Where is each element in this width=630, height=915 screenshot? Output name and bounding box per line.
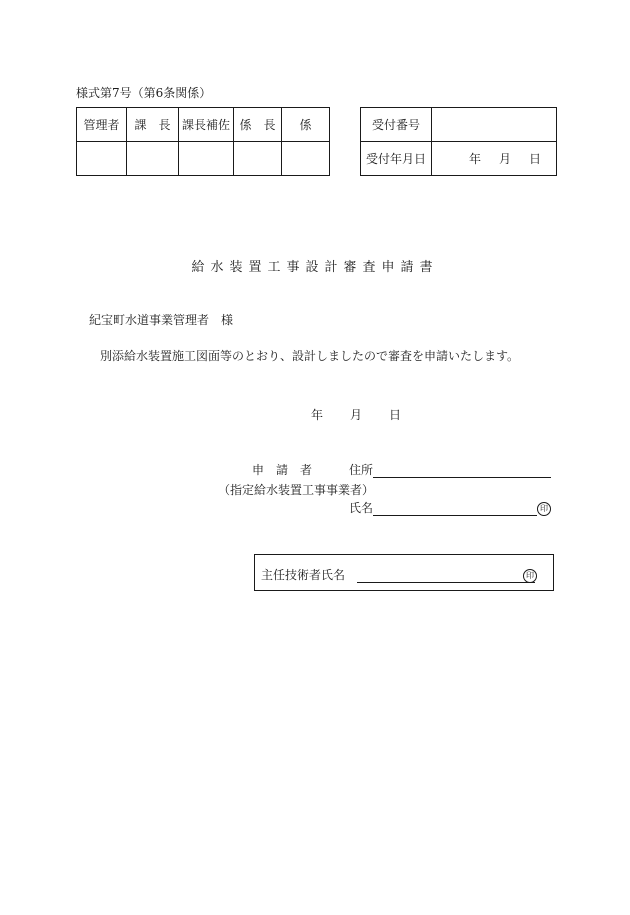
- approval-header-row: [77, 108, 330, 142]
- approval-stamp-cell[interactable]: [77, 142, 127, 176]
- reception-number-row: [361, 108, 557, 142]
- approval-header-assistant-chief: 課長補佐: [179, 108, 234, 142]
- approval-stamp-cell[interactable]: [234, 142, 282, 176]
- reception-date-year: 年: [468, 152, 481, 166]
- applicant-label: [252, 461, 312, 478]
- name-input-line[interactable]: [373, 501, 537, 516]
- addressee: 紀宝町水道事業管理者 様: [89, 313, 234, 327]
- applicant-label-char: 請: [275, 463, 288, 477]
- application-date-year: 年: [311, 408, 324, 422]
- approval-stamp-cell[interactable]: [282, 142, 330, 176]
- chief-engineer-box: [254, 554, 554, 591]
- reception-date-row: [361, 142, 557, 176]
- reception-date-field[interactable]: [432, 142, 557, 176]
- applicant-label-char: 申: [252, 463, 265, 477]
- seal-icon: 印: [537, 502, 551, 516]
- form-number: 様式第7号（第6条関係）: [76, 86, 212, 100]
- approval-header-manager: 管理者: [77, 108, 127, 142]
- approval-header-staff: 係: [282, 108, 330, 142]
- approval-header-section-chief: 課 長: [127, 108, 179, 142]
- reception-date-month: 月: [498, 152, 511, 166]
- designated-contractor-note: （指定給水装置工事事業者）: [218, 483, 375, 497]
- reception-date-day: 日: [528, 152, 541, 166]
- reception-table: [360, 107, 557, 176]
- name-label: 氏名: [349, 501, 374, 515]
- approval-stamp-cell[interactable]: [127, 142, 179, 176]
- approval-stamp-cell[interactable]: [179, 142, 234, 176]
- body-text: 別添給水装置施工図面等のとおり、設計しましたので審査を申請いたします。: [100, 349, 520, 363]
- application-date[interactable]: [311, 406, 401, 423]
- chief-engineer-name-line[interactable]: [357, 568, 535, 583]
- reception-number-label: 受付番号: [361, 108, 432, 142]
- applicant-label-char: 者: [299, 463, 312, 477]
- address-field[interactable]: [349, 461, 551, 478]
- name-field[interactable]: [349, 499, 551, 516]
- approval-header-subsection-chief: 係 長: [234, 108, 282, 142]
- document-title: 給水装置工事設計審査申請書: [191, 260, 439, 275]
- reception-number-field[interactable]: [432, 108, 557, 142]
- approval-stamp-row: [77, 142, 330, 176]
- application-date-month: 月: [349, 408, 362, 422]
- application-date-day: 日: [388, 408, 401, 422]
- chief-engineer-label: 主任技術者氏名: [261, 568, 346, 582]
- address-label: 住所: [349, 463, 374, 477]
- reception-date-label: 受付年月日: [361, 142, 432, 176]
- approval-stamp-table: [76, 107, 330, 176]
- address-input-line[interactable]: [373, 463, 551, 478]
- seal-icon: 印: [523, 569, 537, 583]
